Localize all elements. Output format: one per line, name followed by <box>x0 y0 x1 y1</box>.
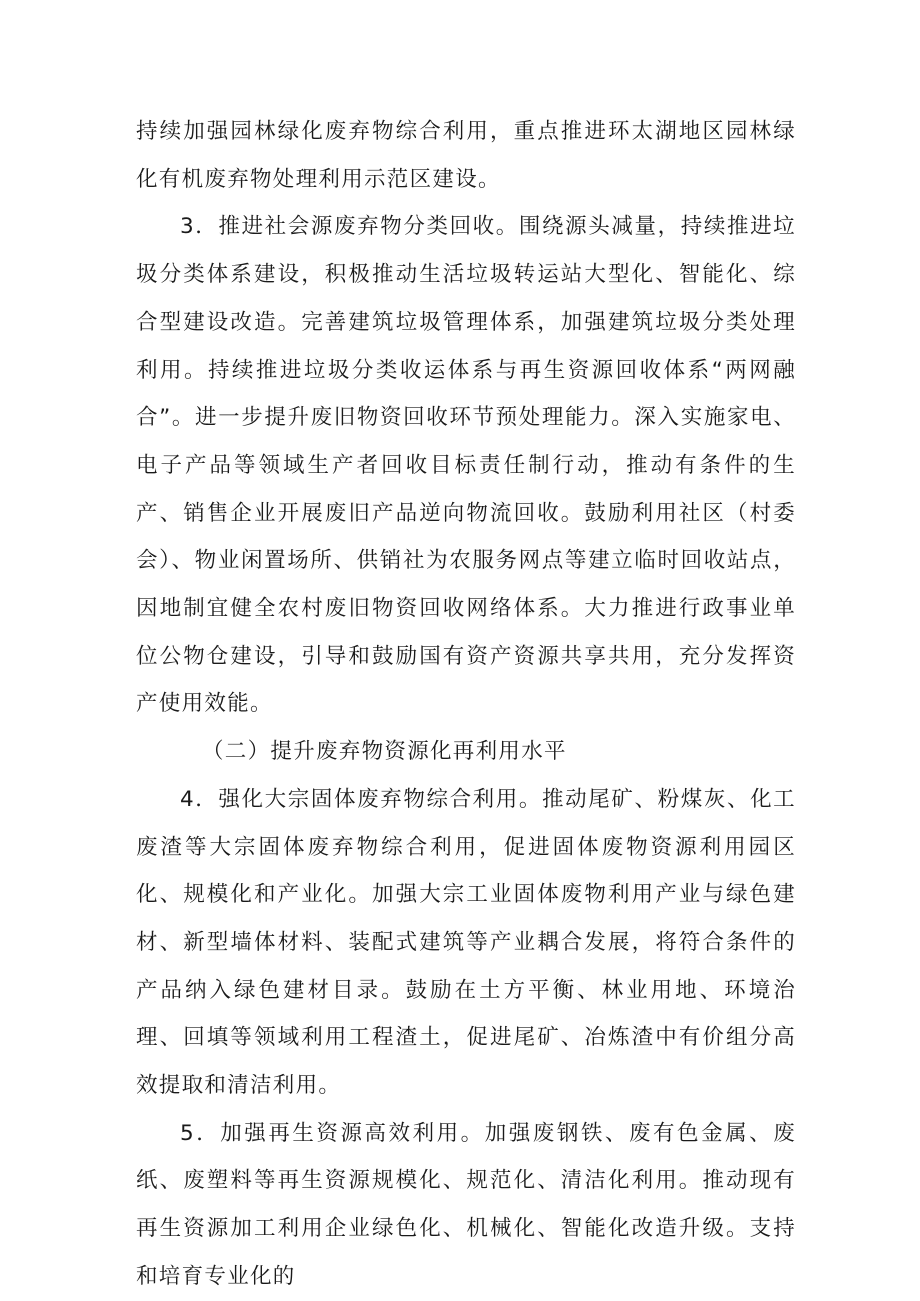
document-body <box>136 108 796 1301</box>
paragraph-continuation: 持续加强园林绿化废弃物综合利用，重点推进环太湖地区园林绿化有机废弃物处理利用示范区建设。 <box>136 119 796 192</box>
paragraph-item-5: 5．加强再生资源高效利用。加强废钢铁、废有色金属、废纸、废塑料等再生资源规模化、规范化、清洁化利用。推动现有再生资源加工利用企业绿色化、机械化、智能化改造升级。支持和培育专业化的 <box>136 1120 796 1289</box>
paragraph-item-3: 3．推进社会源废弃物分类回收。围绕源头减量，持续推进垃圾分类体系建设，积极推动生活垃圾转运站大型化、智能化、综合型建设改造。完善建筑垃圾管理体系，加强建筑垃圾分类处理利用。持续推进垃圾分类收运体系与再生资源回收体系“两网融合”。进一步提升废旧物资回收环节预处理能力。深入实施家电、电子产品等领域生产者回收目标责任制行动，推动有条件的生产、销售企业开展废旧产品逆向物流回收。鼓励利用社区（村委会）、物业闲置场所、供销社为农服务网点等建立临时回收站点，因地制宜健全农村废旧物资回收网络体系。大力推进行政事业单位公物仓建设，引导和鼓励国有资产资源共享共用，充分发挥资产使用效能。 <box>136 214 796 717</box>
paragraph-item-4: 4．强化大宗固体废弃物综合利用。推动尾矿、粉煤灰、化工废渣等大宗固体废弃物综合利用，促进固体废物资源利用园区化、规模化和产业化。加强大宗工业固体废物利用产业与绿色建材、新型墙体材料、装配式建筑等产业耦合发展，将符合条件的产品纳入绿色建材目录。鼓励在土方平衡、林业用地、环境治理、回填等领域利用工程渣土，促进尾矿、冶炼渣中有价组分高效提取和清洁利用。 <box>136 786 796 1099</box>
section-heading-2: （二）提升废弃物资源化再利用水平 <box>202 739 567 765</box>
